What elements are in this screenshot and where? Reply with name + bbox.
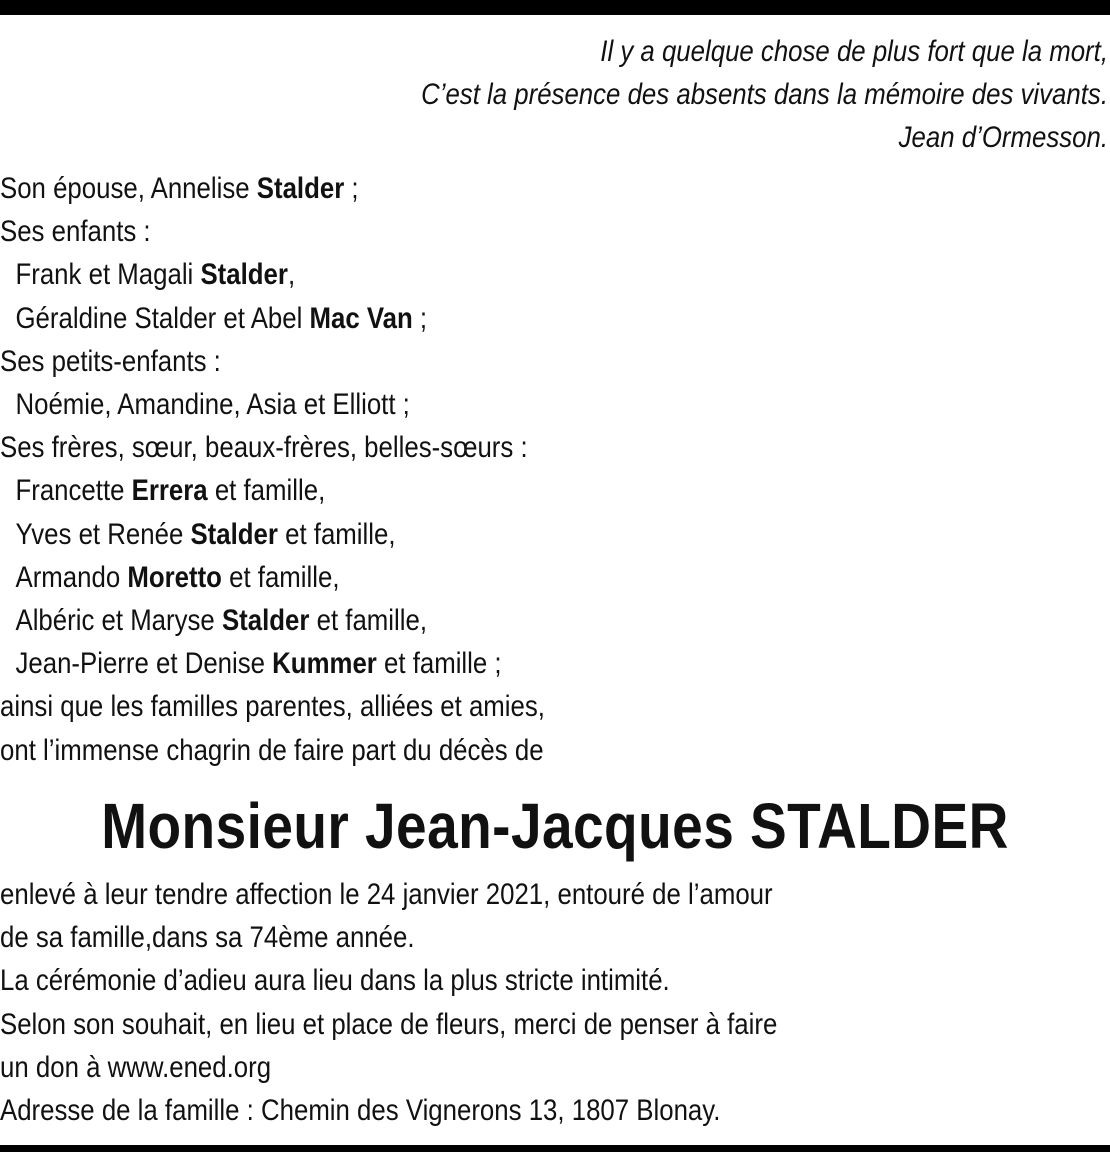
sibling-surname: Kummer (272, 647, 377, 681)
sibling-surname: Moretto (127, 560, 222, 594)
sibling-text: Yves et Renée (15, 517, 191, 551)
sibling-suffix: et famille, (309, 604, 428, 638)
quote-line-2: C’est la présence des absents dans la mémoire des vivants. (421, 78, 1108, 111)
sibling-text: Albéric et Maryse (15, 604, 222, 638)
child-text: Frank et Magali (15, 258, 201, 292)
sibling-surname: Stalder (221, 604, 310, 638)
sibling-text: Armando (15, 560, 128, 594)
sibling-line (0, 469, 545, 512)
sibling-text: Jean-Pierre et Denise (15, 647, 273, 681)
sibling-line (0, 556, 545, 599)
children-heading: Ses enfants : (0, 215, 151, 249)
closing-line: de sa famille,dans sa 74ème année. (0, 921, 415, 955)
deceased-name: Monsieur Jean-Jacques STALDER (101, 790, 1009, 862)
closing-line: La cérémonie d’adieu aura lieu dans la plus stricte intimité. (0, 964, 670, 998)
families-line: ainsi que les familles parentes, alliées et amies, (0, 690, 545, 724)
child-punct: , (287, 258, 296, 292)
child-surname: Stalder (200, 258, 288, 292)
siblings-heading: Ses frères, sœur, beaux-frères, belles-sœurs : (0, 431, 528, 465)
grandchildren-heading: Ses petits-enfants : (0, 344, 221, 378)
spouse-text: Son épouse, Annelise (0, 172, 257, 205)
quote-line-1: Il y a quelque chose de plus fort que la mort, (600, 35, 1108, 68)
closing-line: enlevé à leur tendre affection le 24 janvier 2021, entouré de l’amour (0, 878, 773, 911)
sibling-surname: Errera (131, 474, 208, 508)
grandchildren-names: Noémie, Amandine, Asia et Elliott ; (15, 388, 410, 422)
sibling-surname: Stalder (190, 517, 278, 551)
child-text: Géraldine Stalder et Abel (15, 301, 310, 335)
sibling-text: Francette (15, 474, 132, 508)
spouse-line (0, 167, 545, 210)
spouse-punct: ; (344, 172, 359, 205)
family-address: Adresse de la famille : Chemin des Vignerons 13, 1807 Blonay. (0, 1094, 721, 1128)
closing-line: un don à www.ened.org (0, 1050, 272, 1084)
closing-text (0, 873, 777, 1132)
epigraph-quote (334, 30, 1108, 159)
child-line (0, 253, 545, 296)
quote-author: Jean d’Ormesson. (898, 121, 1108, 154)
sibling-suffix: et famille, (207, 474, 326, 508)
closing-line: Selon son souhait, en lieu et place de fleurs, merci de penser à faire (0, 1007, 778, 1041)
sibling-line (0, 599, 545, 642)
sibling-suffix: et famille, (221, 560, 340, 594)
spouse-surname: Stalder (256, 172, 345, 205)
child-line (0, 297, 545, 340)
sibling-suffix: et famille, (277, 517, 396, 551)
sibling-line (0, 642, 545, 685)
child-surname: Mac Van (309, 301, 413, 335)
top-rule (0, 0, 1110, 15)
sibling-line (0, 513, 545, 556)
announcement-line: ont l’immense chagrin de faire part du décès de (0, 733, 544, 767)
mourners-list (0, 167, 545, 772)
child-punct: ; (412, 301, 428, 335)
sibling-suffix: et famille ; (376, 647, 502, 681)
bottom-rule (0, 1145, 1110, 1152)
